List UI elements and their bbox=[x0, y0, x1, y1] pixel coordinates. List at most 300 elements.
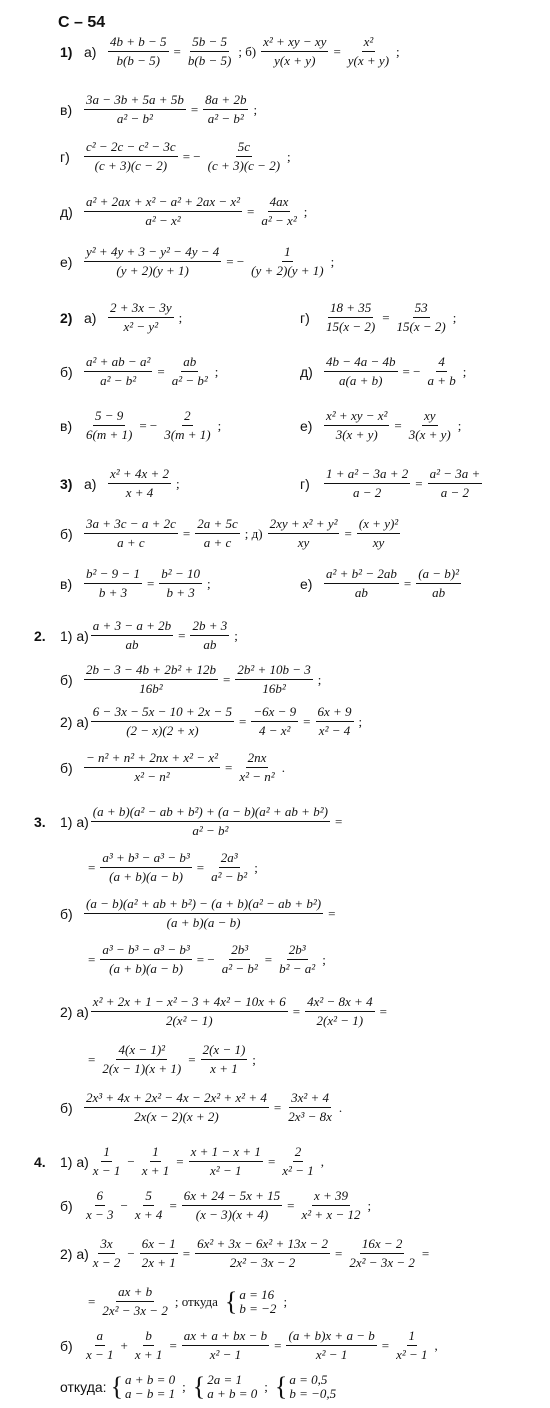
operator: , bbox=[434, 1337, 438, 1353]
numerator: 1 bbox=[282, 244, 293, 262]
operator: . bbox=[281, 759, 285, 775]
numerator: b² − 10 bbox=[159, 566, 202, 584]
numerator: x + 1 − x + 1 bbox=[189, 1144, 263, 1162]
denominator: 2(x − 1)(x + 1) bbox=[102, 1061, 182, 1076]
system-equation: a = 16 bbox=[239, 1286, 275, 1302]
numerator: 2b³ bbox=[287, 942, 308, 960]
denominator: b + 3 bbox=[98, 585, 128, 600]
operator: ; откуда bbox=[174, 1293, 218, 1309]
item-number: 3) bbox=[60, 475, 73, 492]
sub-item-label: е) bbox=[300, 417, 313, 434]
sub-item-label: б) bbox=[60, 905, 73, 922]
solution-line bbox=[60, 704, 365, 739]
numerator: ax + a + bx − b bbox=[182, 1328, 269, 1346]
operator: = − bbox=[139, 417, 158, 433]
numerator: 1 bbox=[150, 1144, 161, 1162]
denominator: x² − n² bbox=[134, 769, 170, 784]
denominator: x − 2 bbox=[92, 1255, 121, 1270]
numerator: 3a − 3b + 5a + 5b bbox=[84, 92, 186, 110]
fraction bbox=[100, 850, 191, 885]
numerator: a² + b² − 2ab bbox=[324, 566, 399, 584]
operator: = bbox=[333, 43, 341, 59]
operator: = bbox=[223, 671, 231, 687]
fraction bbox=[249, 244, 325, 279]
solution-line bbox=[300, 408, 464, 443]
fraction bbox=[182, 1328, 269, 1363]
solution-line bbox=[85, 1284, 290, 1319]
operator: = bbox=[182, 1245, 191, 1261]
math-expression bbox=[82, 92, 260, 127]
numerator: y² + 4y + 3 − y² − 4y − 4 bbox=[84, 244, 221, 262]
denominator: a² − x² bbox=[261, 213, 297, 228]
operator: = bbox=[394, 417, 402, 433]
solution-line bbox=[60, 300, 185, 335]
operator: ; bbox=[322, 951, 326, 967]
operator: = bbox=[335, 1245, 343, 1261]
sub-item-label: в) bbox=[60, 101, 73, 118]
denominator: 15(x − 2) bbox=[326, 319, 376, 334]
solution-line bbox=[300, 354, 469, 389]
solution-line bbox=[85, 942, 329, 977]
operator: = bbox=[267, 1153, 276, 1169]
denominator: x + 1 bbox=[210, 1061, 238, 1076]
numerator: 2(x − 1) bbox=[201, 1042, 248, 1060]
operator: ; bbox=[283, 1293, 288, 1309]
math-expression bbox=[89, 804, 345, 839]
solution-line bbox=[85, 850, 261, 885]
denominator: (x − 3)(x + 4) bbox=[195, 1207, 269, 1222]
denominator: y(x + y) bbox=[274, 53, 316, 68]
page-header: С – 54 bbox=[58, 14, 106, 31]
solution-line bbox=[60, 194, 310, 229]
numerator: a³ + b³ − a³ − b³ bbox=[100, 850, 191, 868]
fraction bbox=[84, 139, 178, 174]
numerator: 2 bbox=[182, 408, 193, 426]
sub-item-label: 1) а) bbox=[60, 1153, 89, 1170]
fraction bbox=[277, 942, 317, 977]
fraction bbox=[425, 354, 457, 389]
numerator: 2a³ bbox=[219, 850, 240, 868]
solution-line bbox=[60, 1090, 345, 1125]
operator: , bbox=[320, 1153, 324, 1169]
operator: = − bbox=[226, 253, 245, 269]
denominator: 3(x + y) bbox=[335, 427, 378, 442]
denominator: 16b² bbox=[139, 681, 163, 696]
operator: = bbox=[188, 1051, 196, 1067]
system-equation: a − b = 1 bbox=[125, 1386, 176, 1401]
operator: ; bbox=[358, 713, 363, 729]
sub-item-label: д) bbox=[60, 203, 73, 220]
denominator: a² − b² bbox=[211, 869, 248, 884]
denominator: (y + 2)(y + 1) bbox=[116, 263, 189, 278]
math-expression bbox=[82, 408, 224, 443]
numerator: 6x + 9 bbox=[316, 704, 354, 722]
fraction bbox=[280, 1144, 315, 1179]
denominator: b(b − 5) bbox=[116, 53, 160, 68]
numerator: 2b² + 10b − 3 bbox=[235, 662, 312, 680]
denominator: y(x + y) bbox=[347, 53, 390, 68]
operator: = bbox=[247, 203, 255, 219]
solution-line bbox=[60, 516, 402, 551]
operator: ; bbox=[206, 575, 211, 591]
operator: = bbox=[157, 363, 165, 379]
math-expression bbox=[89, 1144, 327, 1179]
denominator: ab bbox=[203, 637, 217, 652]
fraction bbox=[84, 92, 186, 127]
sub-item-label: д) bbox=[300, 363, 313, 380]
math-expression bbox=[322, 300, 459, 335]
denominator: a² − b² bbox=[100, 373, 137, 388]
solution-line bbox=[60, 566, 214, 601]
fraction bbox=[100, 942, 191, 977]
denominator: xy bbox=[372, 535, 385, 550]
operator: ; bbox=[214, 363, 219, 379]
numerator: (a + b)(a² − ab + b²) + (a − b)(a² + ab + b²) bbox=[91, 804, 330, 822]
denominator: 2x² − 3x − 2 bbox=[229, 1255, 296, 1270]
operator: ; bbox=[252, 1051, 256, 1067]
system-lines bbox=[289, 1373, 336, 1401]
numerator: 1 bbox=[101, 1144, 112, 1162]
fraction bbox=[84, 896, 323, 931]
numerator: x² + 4x + 2 bbox=[108, 466, 171, 484]
operator: = bbox=[169, 1337, 177, 1353]
denominator: a² − b² bbox=[171, 373, 208, 388]
math-expression bbox=[85, 850, 261, 885]
fraction bbox=[324, 566, 399, 601]
math-expression bbox=[89, 994, 390, 1029]
math-expression bbox=[85, 942, 329, 977]
system-equation: 2a = 1 bbox=[207, 1372, 242, 1387]
numerator: 4 bbox=[436, 354, 447, 372]
sub-item-label: е) bbox=[300, 575, 313, 592]
numerator: 5 − 9 bbox=[93, 408, 125, 426]
operator: − bbox=[127, 1153, 135, 1169]
fraction bbox=[84, 354, 152, 389]
sub-item-label: 2) а) bbox=[60, 1003, 89, 1020]
sub-item-label: г) bbox=[60, 148, 70, 165]
math-expression bbox=[89, 618, 241, 653]
operator: ; bbox=[254, 859, 258, 875]
fraction bbox=[407, 408, 453, 443]
numerator: (x + y)² bbox=[357, 516, 400, 534]
sub-item-label: б) bbox=[60, 525, 73, 542]
numerator: 6x + 24 − 5x + 15 bbox=[182, 1188, 282, 1206]
solution-line bbox=[60, 1328, 441, 1363]
math-expression bbox=[106, 466, 183, 501]
system-equation: b = −0,5 bbox=[289, 1386, 337, 1401]
operator: = bbox=[274, 1337, 282, 1353]
numerator: xy bbox=[422, 408, 438, 426]
item-number: 4. bbox=[34, 1153, 46, 1170]
fraction bbox=[286, 1090, 334, 1125]
sub-item-label: б) bbox=[60, 363, 73, 380]
denominator: ab bbox=[125, 637, 139, 652]
operator: = bbox=[292, 1003, 301, 1019]
math-expression bbox=[82, 354, 221, 389]
operator: = bbox=[379, 1003, 387, 1019]
fraction bbox=[84, 516, 178, 551]
system-equation: a = 0,5 bbox=[289, 1372, 328, 1387]
fraction bbox=[84, 1090, 269, 1125]
brace-icon: { bbox=[274, 1372, 288, 1401]
numerator: 6 bbox=[95, 1188, 106, 1206]
sub-item-label: е) bbox=[60, 253, 73, 270]
numerator: (a + b)x + a − b bbox=[286, 1328, 376, 1346]
solution-line bbox=[60, 139, 294, 174]
fraction bbox=[108, 466, 171, 501]
fraction bbox=[100, 1284, 169, 1319]
item-number: 2. bbox=[34, 627, 46, 644]
operator: = bbox=[421, 1245, 430, 1261]
math-expression bbox=[82, 1090, 345, 1125]
numerator: 2b − 3 − 4b + 2b² + 12b bbox=[84, 662, 218, 680]
fraction bbox=[206, 139, 282, 174]
fraction bbox=[251, 704, 298, 739]
denominator: 2x + 1 bbox=[141, 1255, 176, 1270]
math-expression bbox=[322, 354, 469, 389]
numerator: 2b³ bbox=[229, 942, 250, 960]
fraction bbox=[108, 34, 169, 69]
fraction bbox=[91, 1144, 123, 1179]
denominator: 2(x² − 1) bbox=[316, 1013, 364, 1028]
operator: = bbox=[225, 759, 233, 775]
operator: = bbox=[238, 713, 247, 729]
denominator: (c + 3)(c − 2) bbox=[94, 158, 168, 173]
solution-line bbox=[60, 1188, 374, 1223]
solution-line bbox=[60, 750, 288, 785]
item-number: 3. bbox=[34, 813, 46, 830]
numerator: b² − 9 − 1 bbox=[84, 566, 142, 584]
numerator: −6x − 9 bbox=[251, 704, 298, 722]
operator: ; bbox=[317, 671, 322, 687]
fraction bbox=[316, 704, 354, 739]
numerator: 6x − 1 bbox=[140, 1236, 178, 1254]
operator: ; bbox=[287, 148, 291, 164]
denominator: 3(m + 1) bbox=[164, 427, 211, 442]
numerator: b bbox=[143, 1328, 154, 1346]
operator: ; bbox=[264, 1379, 268, 1394]
fraction bbox=[209, 850, 249, 885]
math-expression bbox=[89, 704, 365, 739]
operator: = bbox=[88, 1293, 96, 1309]
operator: = bbox=[382, 309, 390, 325]
fraction bbox=[159, 566, 202, 601]
operator: = bbox=[178, 627, 186, 643]
operator: ; д) bbox=[244, 525, 263, 541]
numerator: 18 + 35 bbox=[328, 300, 373, 318]
solution-line bbox=[300, 300, 459, 335]
math-expression bbox=[82, 1328, 441, 1363]
solution-line bbox=[60, 896, 338, 931]
denominator: x − 1 bbox=[86, 1347, 114, 1362]
system-lines bbox=[207, 1373, 257, 1401]
solution-line bbox=[60, 994, 390, 1029]
numerator: 3a + 3c − a + 2c bbox=[84, 516, 178, 534]
numerator: a bbox=[95, 1328, 106, 1346]
denominator: x² − 1 bbox=[282, 1163, 314, 1178]
solution-line bbox=[60, 662, 324, 697]
numerator: c² − 2c − c² − 3c bbox=[84, 139, 178, 157]
math-expression bbox=[82, 516, 402, 551]
operator: = bbox=[344, 525, 352, 541]
solution-line bbox=[34, 1144, 327, 1179]
fraction bbox=[91, 618, 173, 653]
operator: = bbox=[196, 859, 205, 875]
solution-line bbox=[60, 1372, 340, 1402]
sub-item-label: 1) а) bbox=[60, 813, 89, 830]
numerator: 5b − 5 bbox=[190, 34, 229, 52]
denominator: 16b² bbox=[262, 681, 286, 696]
operator: ; bbox=[303, 203, 308, 219]
numerator: 2x³ + 4x + 2x² − 4x − 2x² + x² + 4 bbox=[84, 1090, 269, 1108]
fraction bbox=[395, 300, 448, 335]
equation-system bbox=[193, 1372, 258, 1402]
operator: = bbox=[303, 713, 311, 729]
math-expression bbox=[85, 1284, 290, 1319]
math-expression bbox=[322, 408, 464, 443]
fraction bbox=[428, 466, 483, 501]
denominator: x² − 1 bbox=[209, 1347, 242, 1362]
solution-line bbox=[34, 804, 345, 839]
numerator: 6x² + 3x − 6x² + 13x − 2 bbox=[195, 1236, 330, 1254]
fraction bbox=[347, 1236, 416, 1271]
numerator: 8a + 2b bbox=[203, 92, 248, 110]
denominator: x² − 1 bbox=[210, 1163, 242, 1178]
operator: ; bbox=[330, 253, 335, 269]
sub-item-label: г) bbox=[300, 309, 310, 326]
denominator: 2x² − 3x − 2 bbox=[102, 1303, 168, 1318]
fraction bbox=[237, 750, 276, 785]
fraction bbox=[235, 662, 312, 697]
numerator: x + 39 bbox=[312, 1188, 350, 1206]
math-expression bbox=[322, 466, 484, 501]
denominator: x + 1 bbox=[141, 1163, 170, 1178]
operator: = bbox=[334, 813, 343, 829]
sub-item-label: 2) а) bbox=[60, 713, 89, 730]
solution-line bbox=[85, 1042, 259, 1077]
denominator: a² − b² bbox=[207, 111, 244, 126]
fraction bbox=[91, 1236, 123, 1271]
sub-item-label: б) bbox=[60, 1099, 73, 1116]
numerator: 1 bbox=[407, 1328, 418, 1346]
operator: ; bbox=[175, 475, 180, 491]
operator: = bbox=[287, 1197, 295, 1213]
fraction bbox=[357, 516, 400, 551]
operator: = bbox=[264, 951, 273, 967]
numerator: 2b + 3 bbox=[190, 618, 229, 636]
operator: − bbox=[127, 1245, 135, 1261]
operator: + bbox=[120, 1337, 128, 1353]
solution-line bbox=[60, 244, 337, 279]
numerator: 2 bbox=[293, 1144, 304, 1162]
denominator: (2 − x)(2 + x) bbox=[126, 723, 199, 738]
math-expression bbox=[82, 662, 324, 697]
fraction bbox=[84, 750, 220, 785]
operator: ; bbox=[452, 309, 457, 325]
fraction bbox=[324, 466, 410, 501]
numerator: − n² + n² + 2nx + x² − x² bbox=[84, 750, 220, 768]
operator: ; bbox=[462, 363, 467, 379]
math-expression bbox=[89, 1236, 432, 1271]
denominator: a² − b² bbox=[221, 961, 258, 976]
math-expression bbox=[107, 1372, 341, 1402]
denominator: 2x³ − 8x bbox=[288, 1109, 332, 1124]
fraction bbox=[286, 1328, 376, 1363]
fraction bbox=[84, 1328, 116, 1363]
fraction bbox=[416, 566, 461, 601]
denominator: x² + x − 12 bbox=[301, 1207, 361, 1222]
numerator: 5c bbox=[236, 139, 252, 157]
sub-item-label: б) bbox=[60, 671, 73, 688]
sub-item-label: в) bbox=[60, 575, 73, 592]
numerator: 1 + a² − 3a + 2 bbox=[324, 466, 410, 484]
system-equation: a + b = 0 bbox=[125, 1372, 176, 1387]
numerator: 2a + 5c bbox=[195, 516, 240, 534]
math-expression bbox=[106, 300, 185, 335]
numerator: (a − b)² bbox=[416, 566, 461, 584]
operator: = bbox=[88, 1051, 96, 1067]
numerator: a³ − b³ − a³ − b³ bbox=[100, 942, 191, 960]
denominator: x² − y² bbox=[123, 319, 159, 334]
numerator: x² + xy − x² bbox=[324, 408, 389, 426]
math-expression bbox=[85, 1042, 259, 1077]
operator: = bbox=[190, 101, 199, 117]
denominator: x − 1 bbox=[92, 1163, 121, 1178]
brace-icon: { bbox=[224, 1286, 238, 1316]
math-expression bbox=[82, 194, 310, 229]
fraction bbox=[170, 354, 210, 389]
math-expression bbox=[82, 566, 214, 601]
equation-system bbox=[275, 1372, 336, 1402]
solution-line bbox=[60, 408, 224, 443]
denominator: a² − b² bbox=[116, 111, 153, 126]
numerator: ab bbox=[181, 354, 198, 372]
fraction bbox=[140, 1144, 172, 1179]
operator: = bbox=[146, 575, 155, 591]
numerator: a² − 3a + bbox=[428, 466, 483, 484]
sub-item-label: б) bbox=[60, 1197, 73, 1214]
denominator: 2x(x − 2)(x + 2) bbox=[134, 1109, 219, 1124]
sub-item-label: 2) а) bbox=[60, 1245, 89, 1262]
denominator: x + 1 bbox=[134, 1347, 163, 1362]
operator: ; bbox=[457, 417, 462, 433]
math-expression bbox=[82, 244, 337, 279]
operator: = bbox=[328, 905, 336, 921]
fraction bbox=[186, 34, 233, 69]
denominator: a(a + b) bbox=[339, 373, 383, 388]
operator: = bbox=[182, 525, 191, 541]
numerator: 3x² + 4 bbox=[289, 1090, 331, 1108]
operator: ; bbox=[182, 1379, 186, 1394]
math-expression bbox=[82, 139, 294, 174]
solution-line bbox=[300, 466, 484, 501]
sub-item-label: б) bbox=[60, 759, 73, 776]
operator: ; bbox=[178, 309, 183, 325]
system-lines bbox=[239, 1288, 276, 1316]
operator: ; bbox=[396, 43, 400, 59]
numerator: a + 3 − a + 2b bbox=[91, 618, 173, 636]
operator: = bbox=[88, 951, 96, 967]
numerator: a² + ab − a² bbox=[84, 354, 152, 372]
operator: = bbox=[381, 1337, 390, 1353]
sub-item-label: а) bbox=[84, 475, 97, 492]
numerator: 4x² − 8x + 4 bbox=[305, 994, 374, 1012]
denominator: (y + 2)(y + 1) bbox=[251, 263, 324, 278]
denominator: a + c bbox=[117, 535, 145, 550]
fraction bbox=[140, 1236, 178, 1271]
fraction bbox=[91, 994, 288, 1029]
equation-system bbox=[111, 1372, 176, 1402]
